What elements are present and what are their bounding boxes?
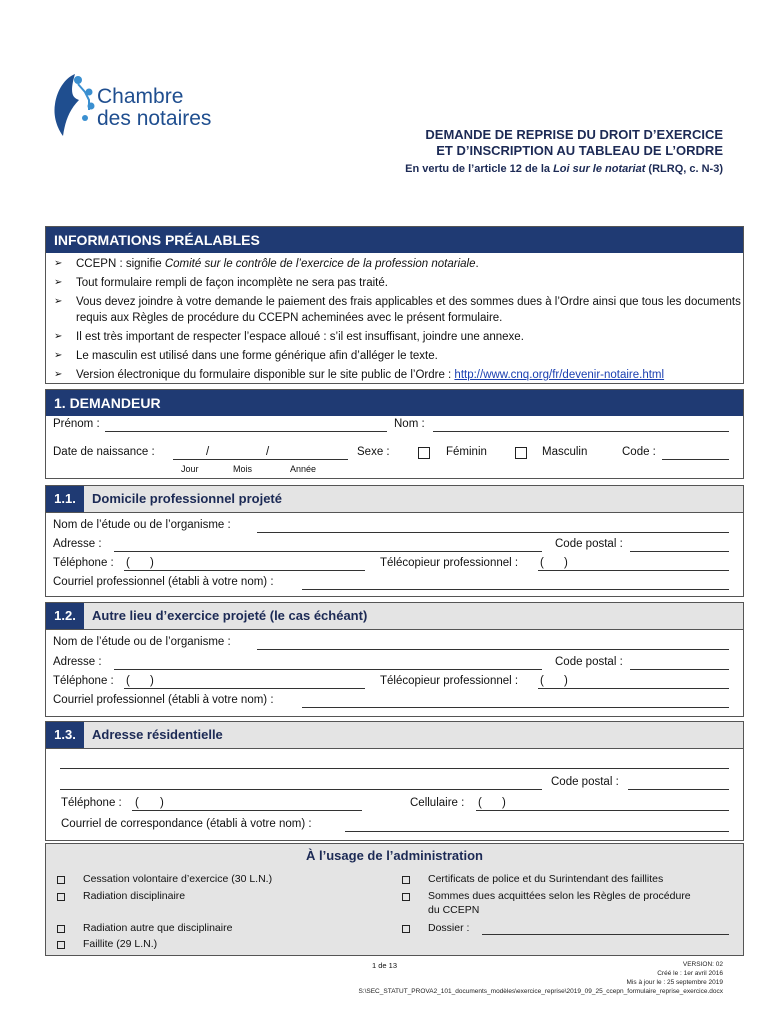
courriel-field[interactable]: [302, 707, 729, 708]
list-item: [54, 256, 743, 272]
demandeur-section: [45, 389, 744, 479]
code-postal-field[interactable]: [630, 669, 729, 670]
arrow-bullet-icon: ➢: [54, 350, 63, 361]
admin-left-item: Radiation autre que disciplinaire: [83, 922, 233, 934]
telecopieur-paren-open: (: [540, 675, 544, 687]
adresse-label: Adresse :: [53, 538, 102, 550]
info-header: INFORMATIONS PRÉALABLES: [46, 227, 743, 253]
cellulaire-paren-close: ): [502, 797, 506, 809]
logo-text-line2: des notaires: [97, 107, 212, 130]
subtitle-suffix: (RLRQ, c. N-3): [645, 163, 723, 175]
dossier-checkbox[interactable]: [402, 925, 410, 933]
courriel-correspondance-label: Courriel de correspondance (établi à votre nom) :: [61, 818, 312, 830]
code-postal-field[interactable]: [628, 789, 729, 790]
telephone-paren-open: (: [126, 675, 130, 687]
logo: [45, 70, 225, 140]
info-b1-prefix: CCEPN : signifie: [76, 258, 165, 270]
autre-lieu-header: [46, 603, 743, 630]
subtitle-italic: Loi sur le notariat: [553, 163, 646, 175]
admin-left-item: Radiation disciplinaire: [83, 890, 186, 902]
admin-left-item: Cessation volontaire d’exercice (30 L.N.): [83, 873, 273, 885]
telephone-field[interactable]: [124, 688, 365, 689]
info-b2: Tout formulaire rempli de façon incomplète ne sera pas traité.: [76, 277, 388, 289]
list-item: [54, 294, 743, 326]
dob-jour-label: Jour: [181, 464, 199, 474]
telecopieur-paren-close: ): [564, 557, 568, 569]
info-b6-prefix: Version électronique du formulaire disponible sur le site public de l’Ordre :: [76, 369, 455, 381]
prenom-label: Prénom :: [53, 418, 100, 430]
telecopieur-label: Télécopieur professionnel :: [380, 675, 519, 687]
autre-lieu-title: Autre lieu d’exercice projeté (le cas échéant): [92, 608, 368, 623]
adresse-line-1-field[interactable]: [60, 768, 729, 769]
code-postal-label: Code postal :: [555, 656, 623, 668]
courriel-correspondance-field[interactable]: [345, 831, 729, 832]
feminin-checkbox[interactable]: [418, 447, 430, 459]
prenom-field[interactable]: [105, 431, 387, 432]
footer-created: Créé le : 1er avril 2016: [657, 970, 723, 977]
courriel-label: Courriel professionnel (établi à votre nom) :: [53, 694, 274, 706]
courriel-label: Courriel professionnel (établi à votre nom) :: [53, 576, 274, 588]
faillite-checkbox[interactable]: [57, 941, 65, 949]
telephone-field[interactable]: [132, 810, 362, 811]
domicile-header: [46, 486, 743, 513]
dob-slash-1: /: [206, 446, 210, 458]
footer-meta: [358, 960, 723, 996]
courriel-field[interactable]: [302, 589, 729, 590]
form-title: [425, 127, 723, 159]
dossier-label: Dossier :: [428, 922, 470, 934]
admin-left-item: Faillite (29 L.N.): [83, 938, 158, 950]
dob-field[interactable]: [173, 459, 348, 460]
form-subtitle: [405, 163, 723, 175]
footer-version: VERSION: 02: [682, 961, 723, 968]
code-postal-field[interactable]: [630, 551, 729, 552]
arrow-bullet-icon: ➢: [54, 258, 63, 269]
telephone-label: Téléphone :: [53, 675, 114, 687]
telecopieur-paren-open: (: [540, 557, 544, 569]
code-label: Code :: [622, 446, 656, 458]
certificats-checkbox[interactable]: [402, 876, 410, 884]
admin-right-item: du CCEPN: [428, 904, 480, 916]
dob-annee-label: Année: [290, 464, 317, 474]
telephone-label: Téléphone :: [53, 557, 114, 569]
telecopieur-field[interactable]: [538, 570, 729, 571]
telephone-paren-close: ): [150, 557, 154, 569]
domicile-title: Domicile professionnel projeté: [92, 491, 282, 506]
page-number: 1 de 13: [372, 961, 398, 970]
etude-label: Nom de l’étude ou de l’organisme :: [53, 519, 231, 531]
admin-right-item: Certificats de police et du Surintendant des faillites: [428, 873, 664, 885]
arrow-bullet-icon: ➢: [54, 331, 63, 342]
telecopieur-paren-close: ): [564, 675, 568, 687]
code-field[interactable]: [662, 459, 729, 460]
autre-lieu-number: 1.2.: [46, 603, 84, 629]
footer-updated: Mis à jour le : 25 septembre 2019: [626, 979, 723, 986]
residentielle-header: [46, 722, 743, 749]
radiation-autre-checkbox[interactable]: [57, 925, 65, 933]
cellulaire-label: Cellulaire :: [410, 797, 465, 809]
adresse-field[interactable]: [114, 551, 542, 552]
code-postal-label: Code postal :: [551, 776, 619, 788]
etude-field[interactable]: [257, 532, 729, 533]
etude-label: Nom de l’étude ou de l’organisme :: [53, 636, 231, 648]
cellulaire-paren-open: (: [478, 797, 482, 809]
dob-label: Date de naissance :: [53, 446, 155, 458]
arrow-bullet-icon: ➢: [54, 296, 63, 307]
residentielle-title: Adresse résidentielle: [92, 727, 223, 742]
logo-text-line1: Chambre: [97, 85, 184, 108]
sexe-label: Sexe :: [357, 446, 390, 458]
adresse-line-2-field[interactable]: [60, 789, 542, 790]
info-section: [45, 226, 744, 384]
logo-mark-icon: [45, 70, 97, 140]
telephone-label: Téléphone :: [61, 797, 122, 809]
form-title-line2: ET D’INSCRIPTION AU TABLEAU DE L’ORDRE: [436, 143, 723, 158]
info-b1-italic: Comité sur le contrôle de l’exercice de la profession notariale: [164, 258, 476, 270]
radiation-disciplinaire-checkbox[interactable]: [57, 893, 65, 901]
demandeur-header: 1. DEMANDEUR: [46, 390, 743, 416]
domicile-number: 1.1.: [46, 486, 84, 512]
info-b1-suffix: .: [475, 258, 479, 270]
telephone-paren-open: (: [126, 557, 130, 569]
adresse-label: Adresse :: [53, 656, 102, 668]
info-b5: Le masculin est utilisé dans une forme générique afin d’alléger le texte.: [76, 350, 438, 362]
form-title-line1: DEMANDE DE REPRISE DU DROIT D’EXERCICE: [425, 127, 723, 142]
cessation-checkbox[interactable]: [57, 876, 65, 884]
form-download-link[interactable]: http://www.cnq.org/fr/devenir-notaire.html: [454, 369, 665, 381]
telephone-field[interactable]: [124, 570, 365, 571]
nom-label: Nom :: [394, 418, 425, 430]
etude-field[interactable]: [257, 649, 729, 650]
admin-right-item: Sommes dues acquittées selon les Règles de procédure: [428, 890, 691, 902]
dob-slash-2: /: [266, 446, 270, 458]
adresse-field[interactable]: [114, 669, 542, 670]
nom-field[interactable]: [433, 431, 729, 432]
footer-path: S:\SEC_STATUT_PROVA2_101_documents_modèles\exercice_reprise\2019_09_25_ccepn_formulaire_reprise_exercice.docx: [358, 988, 723, 995]
telephone-paren-close: ): [150, 675, 154, 687]
telephone-paren-close: ): [160, 797, 164, 809]
dob-mois-label: Mois: [233, 464, 253, 474]
masculin-label: Masculin: [542, 446, 588, 458]
sommes-dues-checkbox[interactable]: [402, 893, 410, 901]
info-b3: Vous devez joindre à votre demande le paiement des frais applicables et des sommes dues à l’Ordre ainsi que tous les documents requis aux Règles de procédure du CCEPN acheminées avec le présent formulaire.: [76, 296, 741, 324]
subtitle-prefix: En vertu de l’article 12 de la: [405, 163, 554, 175]
info-b4: Il est très important de respecter l’espace alloué : s’il est insuffisant, joindre une annexe.: [76, 331, 524, 343]
feminin-label: Féminin: [446, 446, 487, 458]
list-item: [54, 348, 743, 364]
list-item: [54, 367, 743, 383]
code-postal-label: Code postal :: [555, 538, 623, 550]
cellulaire-field[interactable]: [476, 810, 729, 811]
info-list: [46, 253, 743, 383]
dossier-field[interactable]: [482, 934, 729, 935]
telecopieur-field[interactable]: [538, 688, 729, 689]
masculin-checkbox[interactable]: [515, 447, 527, 459]
residentielle-number: 1.3.: [46, 722, 84, 748]
arrow-bullet-icon: ➢: [54, 369, 63, 380]
telephone-paren-open: (: [135, 797, 139, 809]
list-item: [54, 275, 743, 291]
arrow-bullet-icon: ➢: [54, 277, 63, 288]
list-item: [54, 329, 743, 345]
telecopieur-label: Télécopieur professionnel :: [380, 557, 519, 569]
admin-header: À l’usage de l’administration: [306, 848, 483, 863]
